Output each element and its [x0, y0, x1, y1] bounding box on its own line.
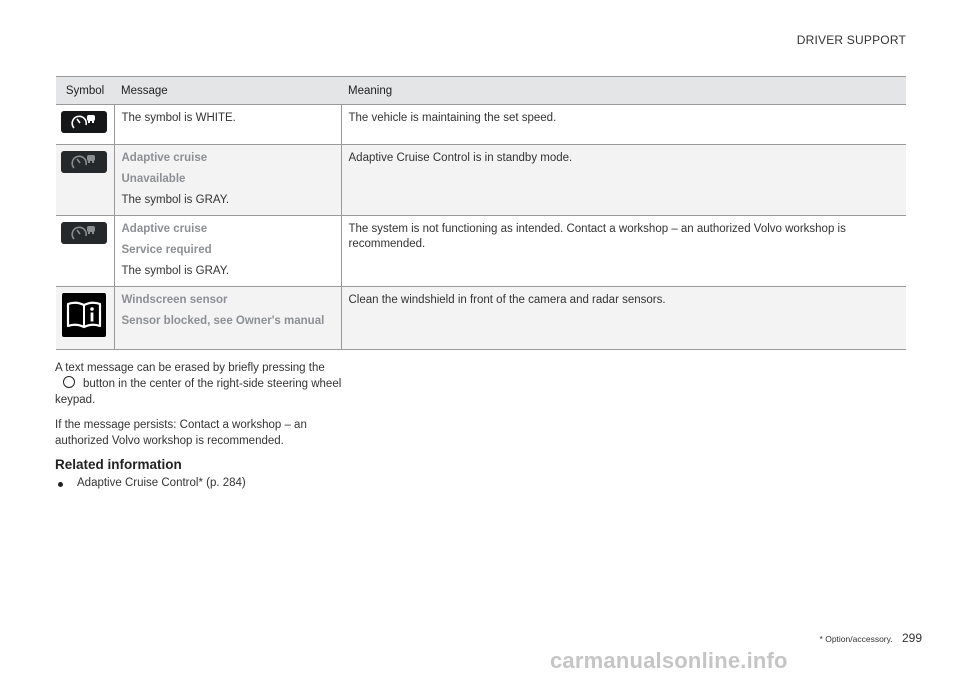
table-row [56, 216, 906, 287]
message-text: The symbol is GRAY. [121, 265, 230, 277]
persist-message-paragraph: If the message persists: Contact a workshop – an authorized Volvo workshop is recommended. [55, 419, 307, 447]
related-link-adaptive-cruise-control[interactable] [58, 477, 246, 489]
message-cell [114, 287, 341, 350]
table-row [56, 287, 906, 350]
related-link-suffix: * (p. 284) [198, 477, 246, 489]
message-title: Adaptive cruise [121, 223, 208, 235]
section-title: DRIVER SUPPORT [796, 33, 906, 47]
footnote: * Option/accessory. [819, 634, 893, 644]
watermark: carmanualsonline.info [550, 648, 788, 673]
message-subtitle: Unavailable [121, 173, 186, 185]
meaning-cell: The system is not functioning as intended. Contact a workshop – an authorized Volvo workshop is recommended. [341, 216, 906, 287]
message-title: Adaptive cruise [121, 152, 208, 164]
related-information-heading: Related information [55, 457, 182, 472]
column-header-meaning: Meaning [341, 77, 906, 105]
adaptive-cruise-gray-icon [61, 222, 107, 244]
page-number: 299 [901, 631, 922, 645]
message-cell [114, 105, 341, 145]
column-header-message: Message [114, 77, 341, 105]
symbol-cell [56, 216, 114, 287]
message-text: The symbol is GRAY. [121, 194, 230, 206]
bullet-icon [58, 482, 63, 487]
meaning-cell: Clean the windshield in front of the camera and radar sensors. [341, 287, 906, 350]
message-text: The symbol is WHITE. [121, 112, 236, 124]
related-link-label: Adaptive Cruise Control [77, 477, 199, 489]
meaning-cell: Adaptive Cruise Control is in standby mode. [341, 145, 906, 216]
related-information-list [58, 477, 246, 489]
paragraph-text-before: A text message can be erased by briefly pressing the [55, 362, 325, 374]
table-row [56, 145, 906, 216]
column-header-symbol: Symbol [56, 77, 114, 105]
meaning-cell: The vehicle is maintaining the set speed. [341, 105, 906, 145]
table-header-row [56, 77, 906, 105]
paragraph-text-after: button in the center of the right-side steering wheel keypad. [55, 378, 342, 406]
symbol-cell [56, 145, 114, 216]
table-row [56, 105, 906, 145]
message-cell [114, 145, 341, 216]
owners-manual-info-icon [62, 293, 106, 337]
erase-message-paragraph [55, 360, 345, 408]
adaptive-cruise-white-icon [61, 111, 107, 133]
symbol-cell [56, 105, 114, 145]
message-subtitle: Sensor blocked, see Owner's manual [121, 315, 325, 327]
page-footer [820, 631, 922, 645]
message-subtitle: Service required [121, 244, 212, 256]
message-cell [114, 216, 341, 287]
symbol-cell [56, 287, 114, 350]
steering-wheel-button-icon [63, 376, 75, 388]
adaptive-cruise-gray-icon [61, 151, 107, 173]
symbol-table [56, 76, 906, 350]
message-title: Windscreen sensor [121, 294, 228, 306]
